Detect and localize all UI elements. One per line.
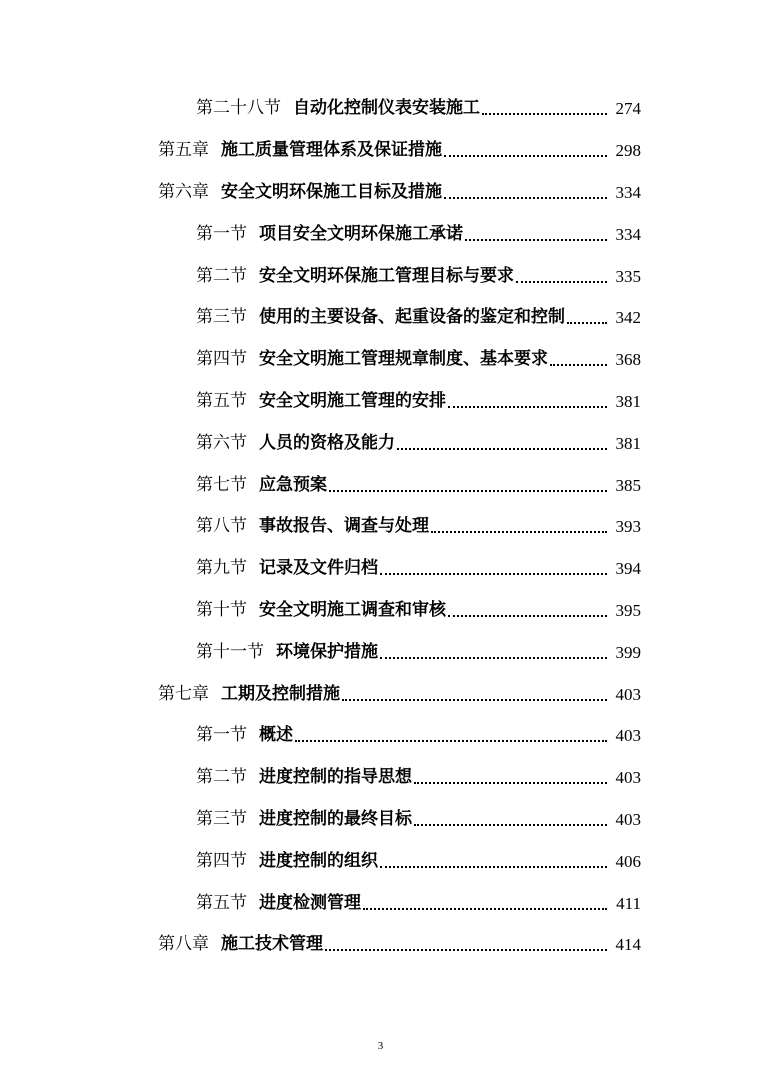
toc-entry-page: 342 <box>615 308 641 328</box>
toc-entry-page: 403 <box>615 809 641 829</box>
toc-entry-title: 安全文明施工管理规章制度、基本要求 <box>259 349 548 370</box>
toc-entry-label: 第九节 <box>196 558 247 579</box>
toc-entry[interactable] <box>0 840 761 882</box>
toc-entry[interactable] <box>0 715 761 757</box>
toc-entry[interactable] <box>0 88 761 130</box>
toc-entry[interactable] <box>0 590 761 632</box>
toc-dot-leader <box>397 431 607 450</box>
toc-entry[interactable] <box>0 130 761 172</box>
toc-entry-title: 自动化控制仪表安装施工 <box>293 98 480 119</box>
toc-entry-page: 403 <box>615 768 641 788</box>
toc-entry-page: 381 <box>615 433 641 453</box>
toc-dot-leader <box>516 264 607 283</box>
toc-dot-leader <box>380 640 607 659</box>
toc-entry-label: 第六章 <box>158 181 209 202</box>
toc-entry[interactable] <box>0 297 761 339</box>
toc-entry-page: 395 <box>615 600 641 620</box>
toc-entry-page: 403 <box>615 726 641 746</box>
toc-dot-leader <box>380 849 607 868</box>
toc-dot-leader <box>325 932 607 951</box>
toc-entry-label: 第十节 <box>196 599 247 620</box>
toc-entry[interactable] <box>0 339 761 381</box>
toc-dot-leader <box>363 891 607 910</box>
page-number: 3 <box>377 1040 384 1052</box>
toc-entry-label: 第二节 <box>196 767 247 788</box>
toc-entry-page: 385 <box>615 475 641 495</box>
toc-entry-label: 第五节 <box>196 390 247 411</box>
toc-entry[interactable] <box>0 924 761 966</box>
toc-entry-label: 第五章 <box>158 140 209 161</box>
toc-entry[interactable] <box>0 213 761 255</box>
toc-entry-label: 第六节 <box>196 432 247 453</box>
toc-dot-leader <box>444 180 607 199</box>
toc-entry-title: 进度控制的最终目标 <box>259 808 412 829</box>
toc-entry[interactable] <box>0 631 761 673</box>
toc-entry-title: 施工质量管理体系及保证措施 <box>221 140 442 161</box>
toc-entry[interactable] <box>0 172 761 214</box>
toc-entry-label: 第五节 <box>196 892 247 913</box>
toc-dot-leader <box>550 347 607 366</box>
toc-entry[interactable] <box>0 757 761 799</box>
toc-entry-label: 第三节 <box>196 307 247 328</box>
toc-entry[interactable] <box>0 506 761 548</box>
toc-entry-title: 工期及控制措施 <box>221 683 340 704</box>
toc-entry-label: 第二节 <box>196 265 247 286</box>
toc-entry-label: 第七章 <box>158 683 209 704</box>
toc-dot-leader <box>380 556 607 575</box>
toc-entry-title: 安全文明环保施工目标及措施 <box>221 181 442 202</box>
toc-entry[interactable] <box>0 799 761 841</box>
toc-dot-leader <box>444 138 607 157</box>
toc-entry-page: 298 <box>615 141 641 161</box>
toc-entry-page: 334 <box>615 182 641 202</box>
toc-entry-title: 事故报告、调查与处理 <box>259 516 429 537</box>
toc-dot-leader <box>482 96 607 115</box>
toc-entry[interactable] <box>0 422 761 464</box>
toc-entry-title: 安全文明施工调查和审核 <box>259 599 446 620</box>
toc-entry-title: 应急预案 <box>259 474 327 495</box>
toc-entry-label: 第十一节 <box>196 641 264 662</box>
toc-entry[interactable] <box>0 255 761 297</box>
toc-entry-page: 274 <box>615 99 641 119</box>
toc-entry-page: 335 <box>615 266 641 286</box>
toc-dot-leader <box>295 723 607 742</box>
toc-entry-title: 项目安全文明环保施工承诺 <box>259 223 463 244</box>
toc-entry-title: 环境保护措施 <box>276 641 378 662</box>
toc-entry[interactable] <box>0 673 761 715</box>
toc-dot-leader <box>465 222 607 241</box>
toc-dot-leader <box>431 514 607 533</box>
toc-entry-page: 394 <box>615 559 641 579</box>
toc-dot-leader <box>329 473 607 492</box>
toc-entry-label: 第一节 <box>196 223 247 244</box>
toc-entry-page: 393 <box>615 517 641 537</box>
toc-entry-page: 399 <box>615 642 641 662</box>
toc-entry-label: 第三节 <box>196 808 247 829</box>
toc-entry-label: 第七节 <box>196 474 247 495</box>
toc-entry-page: 406 <box>615 851 641 871</box>
toc-entry-title: 进度检测管理 <box>259 892 361 913</box>
table-of-contents <box>0 88 761 966</box>
toc-dot-leader <box>448 598 607 617</box>
toc-entry-page: 403 <box>615 684 641 704</box>
toc-entry-label: 第四节 <box>196 850 247 871</box>
toc-entry-title: 概述 <box>259 725 293 746</box>
toc-entry-title: 进度控制的指导思想 <box>259 767 412 788</box>
toc-entry-label: 第一节 <box>196 725 247 746</box>
toc-entry-page: 414 <box>615 935 641 955</box>
toc-entry-label: 第四节 <box>196 349 247 370</box>
toc-dot-leader <box>567 305 607 324</box>
toc-entry-page: 368 <box>615 350 641 370</box>
toc-entry-title: 进度控制的组织 <box>259 850 378 871</box>
toc-entry-page: 381 <box>615 391 641 411</box>
toc-entry-label: 第八章 <box>158 934 209 955</box>
toc-entry-title: 记录及文件归档 <box>259 558 378 579</box>
toc-dot-leader <box>342 682 607 701</box>
toc-entry[interactable] <box>0 548 761 590</box>
toc-entry-title: 施工技术管理 <box>221 934 323 955</box>
toc-dot-leader <box>414 765 607 784</box>
toc-entry-title: 使用的主要设备、起重设备的鉴定和控制 <box>259 307 565 328</box>
toc-entry-title: 安全文明施工管理的安排 <box>259 390 446 411</box>
toc-entry-title: 安全文明环保施工管理目标与要求 <box>259 265 514 286</box>
toc-entry[interactable] <box>0 882 761 924</box>
toc-entry-page: 334 <box>615 224 641 244</box>
toc-entry-page: 411 <box>616 893 641 913</box>
toc-entry-title: 人员的资格及能力 <box>259 432 395 453</box>
toc-dot-leader <box>448 389 607 408</box>
toc-entry[interactable] <box>0 464 761 506</box>
toc-entry-label: 第八节 <box>196 516 247 537</box>
toc-entry-label: 第二十八节 <box>196 98 281 119</box>
toc-entry[interactable] <box>0 381 761 423</box>
toc-dot-leader <box>414 807 607 826</box>
